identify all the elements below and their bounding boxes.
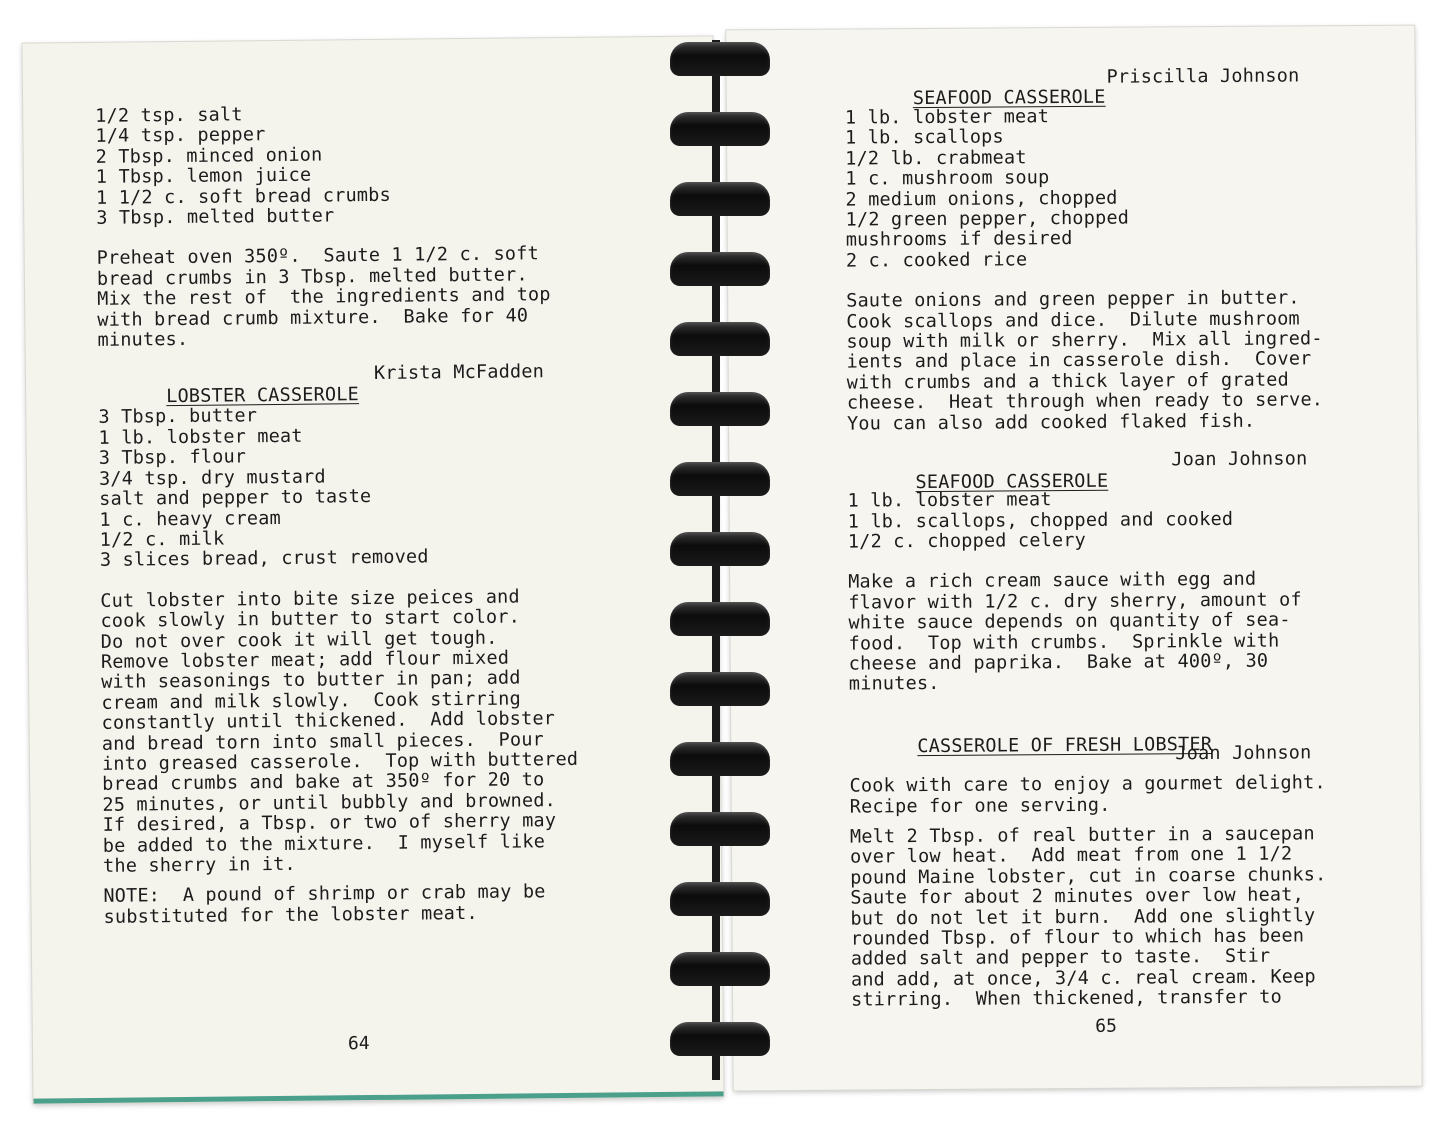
recipe-title: SEAFOOD CASSEROLE: [915, 470, 1109, 493]
text-line: 1 Tbsp. lemon juice: [95, 164, 312, 189]
binding-coil: [670, 532, 770, 566]
text-line: 3 slices bread, crust removed: [99, 546, 429, 572]
binding-coil: [670, 252, 770, 286]
text-line: with seasonings to butter in pan; add: [101, 667, 521, 694]
text-line: 1 lb. lobster meat: [844, 106, 1050, 129]
text-line: Do not over cook it will get tough.: [100, 627, 498, 653]
text-line: 3 Tbsp. flour: [98, 446, 247, 470]
text-line: Remove lobster meat; add flour mixed: [100, 647, 510, 673]
ingredient-list-top: [95, 101, 616, 229]
binding-coil: [670, 742, 770, 776]
text-line: and add, at once, 3/4 c. real cream. Keep: [850, 966, 1316, 991]
binding-coil: [670, 322, 770, 356]
text-line: Recipe for one serving.: [849, 794, 1111, 818]
text-line: 1 lb. scallops: [844, 126, 1004, 149]
text-line: 1/4 tsp. pepper: [95, 124, 266, 148]
text-line: food. Top with crumbs. Sprinkle with: [848, 630, 1280, 655]
text-line: 1/2 c. chopped celery: [847, 529, 1087, 553]
text-line: cheese and paprika. Bake at 400º, 30: [848, 650, 1269, 675]
directions-paragraph: [97, 244, 618, 351]
text-line: but do not let it burn. Add one slightly: [850, 904, 1316, 930]
left-page-content: [95, 101, 624, 928]
right-page-content: [845, 66, 1372, 1011]
binding-coil: [670, 462, 770, 496]
text-line: 3 Tbsp. butter: [98, 405, 258, 429]
text-line: over low heat. Add meat from one 1 1/2: [850, 843, 1293, 868]
text-line: 1 1/2 c. soft bread crumbs: [95, 184, 391, 209]
text-line: into greased casserole. Top with buttered: [101, 748, 579, 775]
text-line: cheese. Heat through when ready to serve.: [846, 389, 1324, 414]
text-line: constantly until thickened. Add lobster: [101, 708, 556, 735]
binding-coil: [670, 602, 770, 636]
text-line: added salt and pepper to taste. Stir: [850, 946, 1271, 970]
recipe-author: Joan Johnson: [1175, 742, 1312, 765]
right-page: [726, 26, 1421, 1091]
ingredient-list: [845, 105, 1366, 272]
text-line: soup with milk or sherry. Mix all ingred-: [846, 328, 1323, 353]
text-line: minutes.: [848, 673, 940, 695]
recipe-title: LOBSTER CASSEROLE: [166, 384, 360, 408]
text-line: 3 Tbsp. melted butter: [96, 205, 335, 229]
text-line: pound Maine lobster, cut in coarse chunks.: [850, 864, 1327, 889]
page-number: 65: [1095, 1015, 1118, 1037]
text-line: Saute onions and green pepper in butter.: [846, 287, 1300, 312]
text-line: ients and place in casserole dish. Cover: [846, 348, 1312, 374]
recipe-author: Priscilla Johnson: [1106, 65, 1300, 88]
text-line: white sauce depends on quantity of sea-: [848, 609, 1291, 634]
text-line: flavor with 1/2 c. dry sherry, amount of: [848, 589, 1302, 614]
text-line: Saute for about 2 minutes over low heat,: [850, 884, 1304, 909]
text-line: be added to the mixture. I myself like: [102, 830, 546, 857]
directions-paragraph: [848, 569, 1369, 695]
text-line: Melt 2 Tbsp. of real butter in a saucepan: [849, 823, 1315, 848]
text-line: bread crumbs in 3 Tbsp. melted butter.: [96, 264, 528, 290]
text-line: 1/2 c. milk: [99, 528, 225, 551]
spiral-binding: [662, 30, 777, 1090]
ingredient-list: [98, 403, 620, 572]
recipe-title: SEAFOOD CASSEROLE: [912, 87, 1106, 110]
text-line: mushrooms if desired: [845, 228, 1073, 252]
text-line: Cook with care to enjoy a gourmet delight.: [849, 772, 1326, 797]
binding-coil: [670, 112, 770, 146]
text-line: Preheat oven 350º. Saute 1 1/2 c. soft: [96, 243, 539, 270]
left-page: [22, 36, 723, 1103]
text-line: 1/2 green pepper, chopped: [845, 207, 1130, 231]
text-line: 1/2 tsp. salt: [95, 104, 243, 127]
text-line: 1 c. heavy cream: [99, 507, 281, 531]
note-paragraph: [103, 882, 623, 928]
text-line: substituted for the lobster meat.: [103, 902, 478, 928]
page-number: 64: [347, 1033, 370, 1055]
binding-coil: [670, 672, 770, 706]
recipe-author: Joan Johnson: [1171, 448, 1308, 471]
text-line: 1 lb. lobster meat: [847, 489, 1052, 512]
text-line: 2 Tbsp. minced onion: [95, 144, 323, 168]
text-line: If desired, a Tbsp. or two of sherry may: [102, 810, 557, 837]
text-line: Cook scallops and dice. Dilute mushroom: [846, 308, 1300, 333]
recipe-header: [847, 448, 1367, 493]
text-line: Make a rich cream sauce with egg and: [848, 569, 1257, 593]
recipe-header: [845, 65, 1365, 110]
binding-coil: [670, 392, 770, 426]
text-line: 1/2 lb. crabmeat: [845, 147, 1027, 170]
text-line: 3/4 tsp. dry mustard: [98, 466, 326, 490]
binding-coil: [670, 812, 770, 846]
text-line: with crumbs and a thick layer of grated: [846, 369, 1290, 394]
text-line: cook slowly in butter to start color.: [100, 606, 521, 632]
text-line: salt and pepper to taste: [99, 486, 372, 510]
text-line: rounded Tbsp. of flour to which has been: [850, 925, 1305, 950]
text-line: cream and milk slowly. Cook stirring: [101, 688, 521, 714]
text-line: 2 medium onions, chopped: [845, 187, 1118, 211]
binding-coil: [670, 182, 770, 216]
binding-coil: [670, 952, 770, 986]
text-line: Mix the rest of the ingredients and top: [97, 284, 551, 311]
binding-coil: [670, 882, 770, 916]
text-line: bread crumbs and bake at 350º for 20 to: [102, 769, 545, 796]
directions-paragraph: [846, 288, 1367, 434]
text-line: and bread torn into small pieces. Pour: [101, 728, 545, 755]
directions-paragraph: [100, 586, 623, 877]
intro-paragraph: [850, 773, 1370, 817]
ingredient-list: [848, 488, 1368, 553]
text-line: the sherry in it.: [102, 853, 296, 877]
text-line: 1 c. mushroom soup: [845, 167, 1050, 190]
text-line: Cut lobster into bite size peices and: [100, 586, 520, 612]
text-line: You can also add cooked flaked fish.: [846, 410, 1256, 435]
text-line: NOTE: A pound of shrimp or crab may be: [103, 881, 546, 908]
text-line: 25 minutes, or until bubbly and browned.: [102, 789, 557, 816]
text-line: 1 lb. scallops, chopped and cooked: [847, 508, 1234, 533]
text-line: minutes.: [97, 328, 189, 351]
text-line: 2 c. cooked rice: [845, 249, 1028, 272]
binding-coil: [670, 42, 770, 76]
text-line: with bread crumb mixture. Bake for 40: [97, 305, 529, 331]
directions-paragraph: [850, 824, 1371, 1011]
text-line: 1 lb. lobster meat: [98, 425, 303, 449]
recipe-title: CASSEROLE OF FRESH LOBSTER: [917, 734, 1213, 758]
binding-coil: [670, 1022, 770, 1056]
recipe-author: Krista McFadden: [373, 361, 545, 385]
text-line: stirring. When thickened, transfer to: [851, 986, 1282, 1011]
